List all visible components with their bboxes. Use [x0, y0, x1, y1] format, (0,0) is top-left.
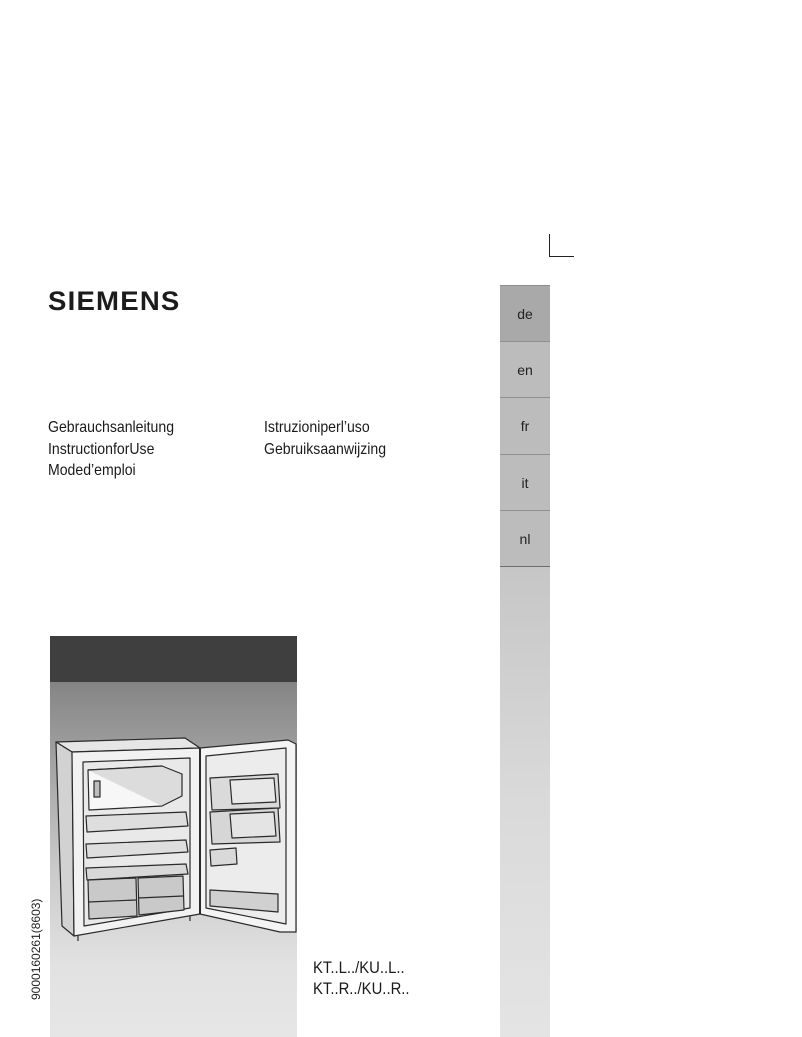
title-en: InstructionforUse [48, 440, 155, 458]
language-tab-label: nl [519, 531, 531, 547]
language-tab-en[interactable] [500, 341, 550, 398]
language-tab-label: de [517, 306, 533, 322]
language-strip [500, 285, 550, 1037]
product-image-panel [50, 636, 297, 1037]
title-nl: Gebruiksaanwijzing [264, 440, 387, 458]
language-tab-label: en [517, 362, 533, 378]
siemens-logo: SIEMENS [48, 286, 181, 316]
language-tab-fr[interactable] [500, 397, 550, 454]
title-de: Gebrauchsanleitung [48, 419, 175, 436]
language-tab-de[interactable] [500, 285, 550, 342]
language-strip-divider [500, 566, 550, 567]
document-code: 9000160261(8603) [29, 898, 43, 1000]
manual-titles-right [264, 417, 386, 460]
language-tab-label: it [521, 475, 529, 491]
fridge-illustration [50, 636, 297, 1037]
manual-titles-left [48, 417, 174, 482]
model-line: KT..R../KU..R.. [313, 980, 410, 998]
language-tab-label: fr [520, 418, 530, 434]
model-numbers [313, 958, 410, 1000]
crop-mark [549, 234, 574, 257]
title-it: Istruzioniperl’uso [264, 419, 370, 436]
language-tab-it[interactable] [500, 454, 550, 511]
language-tab-nl[interactable] [500, 510, 550, 567]
title-fr: Moded’emploi [48, 462, 136, 479]
model-line: KT..L../KU..L.. [313, 959, 405, 977]
